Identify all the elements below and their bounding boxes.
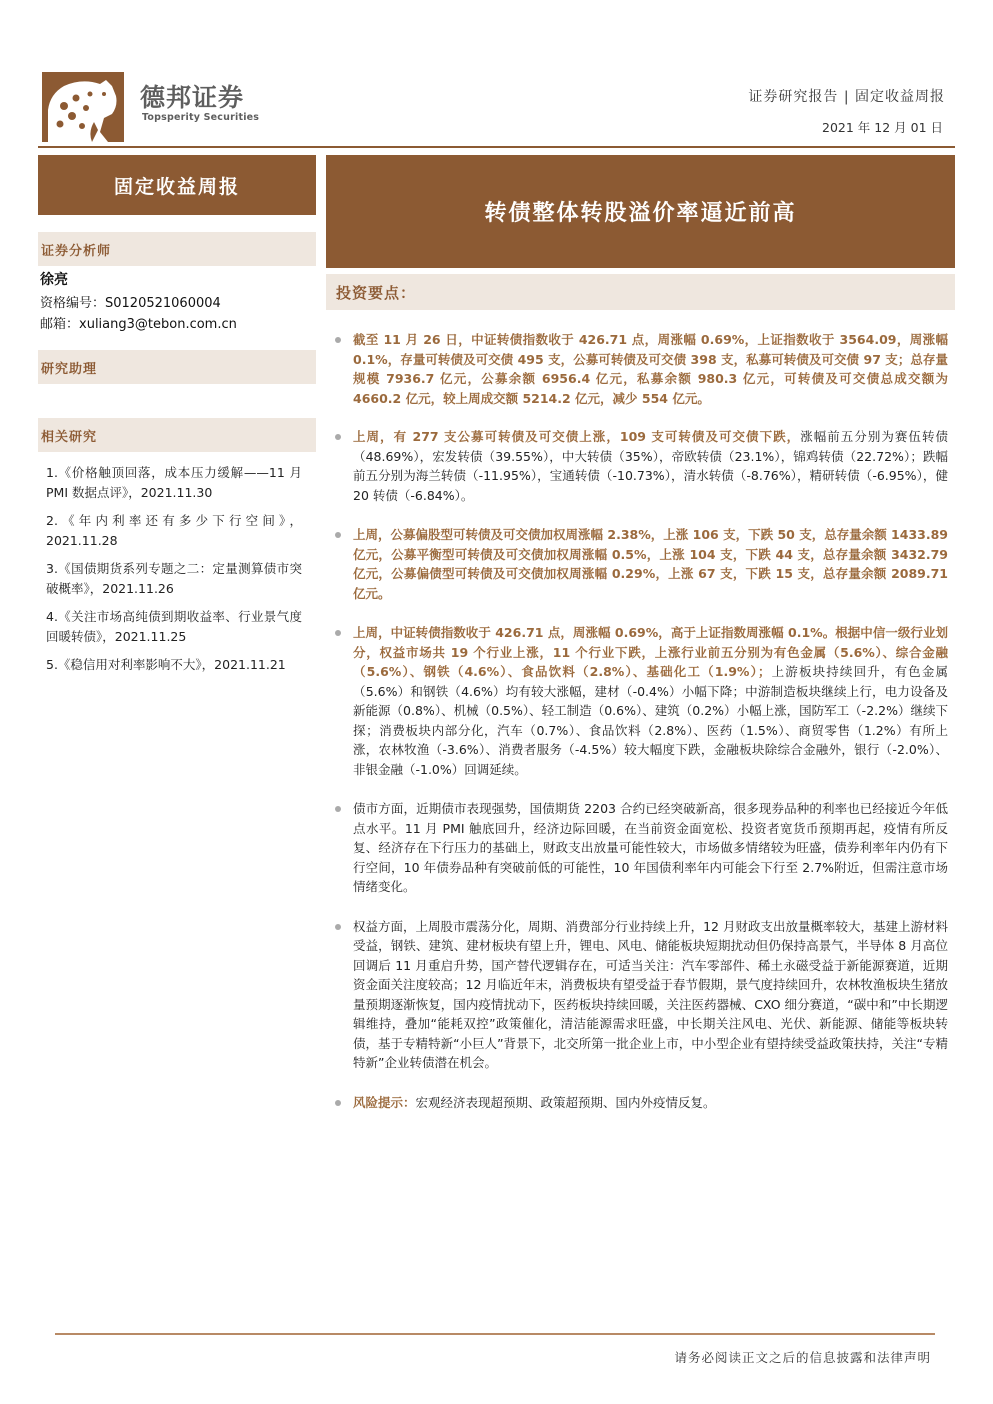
leopard-logo-icon xyxy=(42,72,124,142)
footer-divider xyxy=(55,1333,935,1335)
investment-point-emphasis: 上周，中证转债指数收于 426.71 点，周涨幅 0.69%，高于上证指数周涨幅 0.1%。根据中信一级行业划分，权益市场共 19 个行业上涨，11 个行业下跌，上涨行业前五分别为有色金属（5.6%）、综合金融（5.6%）、钢铁（4.6%）、食品饮料（2.8%）、基础化工（1.9%）； xyxy=(353,625,948,679)
investment-point: 上周，公募偏股型可转债及可交债加权周涨幅 2.38%，上涨 106 支，下跌 50 支，总存量余额 1433.89 亿元，公募平衡型可转债及可交债加权周涨幅 0.5%，上涨 104 支，下跌 44 支，总存量余额 3432.79 亿元，公募偏债型可转债及可交债加权周涨幅 0.29%，上涨 67 支，下跌 15 支，总存量余额 2089.71 亿元。 xyxy=(334,525,948,603)
investment-point-emphasis: 上周，有 277 支公募可转债及可交债上涨，109 支可转债及可交债下跌， xyxy=(353,429,801,444)
brand-name: 德邦证券 xyxy=(140,83,245,112)
investment-point: 债市方面，近期债市表现强势，国债期货 2203 合约已经突破新高，很多现券品种的利率也已经接近今年低点水平。11 月 PMI 触底回升，经济边际回暖，在当前资金面宽松、投资者宽货币预期再起，疫情有所反复、经济存在下行压力的基础上，财政支出放量可能性较大，市场做多情绪较为旺盛，债券利率年内仍有下行空间，10 年债券品种有突破前低的可能性，10 年国债利率年内可能会下行至 2.7%附近，但需注意市场情绪变化。 xyxy=(334,799,948,897)
investment-points-heading: 投资要点： xyxy=(326,274,955,310)
analyst-name: 徐亮 xyxy=(40,272,68,288)
related-research-item[interactable]: 5.《稳信用对利率影响不大》，2021.11.21 xyxy=(46,657,286,672)
analyst-heading: 证券分析师 xyxy=(38,232,316,266)
risk-warning-text: 宏观经济表现超预期、政策超预期、国内外疫情反复。 xyxy=(415,1094,716,1110)
investment-point xyxy=(334,623,948,779)
report-type: 证券研究报告 | 固定收益周报 xyxy=(748,89,945,105)
investment-point: 截至 11 月 26 日，中证转债指数收于 426.71 点，周涨幅 0.69%，上证指数收于 3564.09，周涨幅 0.1%，存量可转债及可交债 495 支，公募可转债及可交债 398 支，私募可转债及可交债 97 支；总存量规模 7936.7 亿元，公募余额 6956.4 亿元，私募余额 980.3 亿元，可转债及可交债总成交额为 4660.2 亿元，较上周成交额 5214.2 亿元，减少 554 亿元。 xyxy=(334,330,948,408)
related-research-item[interactable]: 4.《关注市场高纯债到期收益率、行业景气度回暖转债》，2021.11.25 xyxy=(46,609,302,644)
header-divider xyxy=(38,146,955,148)
risk-warning-label: 风险提示： xyxy=(353,1094,416,1110)
investment-point: 权益方面，上周股市震荡分化，周期、消费部分行业持续上升，12 月财政支出放量概率较大，基建上游材料受益，钢铁、建筑、建材板块有望上升，锂电、风电、储能板块短期扰动但仍保持高景气，半导体 8 月高位回调后 11 月重启升势，国产替代逻辑存在，可适当关注：汽车零部件、稀土永磁受益于新能源赛道，近期资金面关注度较高；12 月临近年末，消费板块有望受益于春节假期，景气度持续回升，农林牧渔板块生猪放量预期逐渐恢复，国内疫情扰动下，医药板块持续回暖，关注医药器械、CXO 细分赛道，“碳中和”中长期逻辑维持，叠加“能耗双控”政策催化，清洁能源需求旺盛，中长期关注风电、光伏、新能源、储能等板块转债，基于专精特新“小巨人”背景下，北交所第一批企业上市，中小型企业有望持续受益政策扶持，关注“专精特新”企业转债潜在机会。 xyxy=(334,917,948,1073)
investment-point-text: 涨幅前五分别为赛伍转债（48.69%），宏发转债（39.55%），中大转债（35%），帝欧转债（23.1%），锦鸡转债（22.72%）；跌幅前五分别为海兰转债（-11.95%），宝通转债（-10.73%），清水转债（-8.76%），精研转债（-6.95%），健 20 转债（-6.84%）。 xyxy=(353,429,948,503)
related-research-heading: 相关研究 xyxy=(38,418,316,452)
investment-point xyxy=(334,427,948,505)
investment-point xyxy=(334,1093,948,1113)
report-category-title: 固定收益周报 xyxy=(38,155,316,215)
investment-points-list xyxy=(334,330,948,1112)
report-main-title: 转债整体转股溢价率逼近前高 xyxy=(326,155,955,268)
license-value: S0120521060004 xyxy=(105,296,221,311)
investment-point-text: 上游板块持续回升，有色金属（5.6%）和钢铁（4.6%）均有较大涨幅，建材（-0.4%）小幅下降；中游制造板块继续上行，电力设备及新能源（0.8%）、机械（0.5%）、轻工制造（0.6%）、建筑（0.2%）小幅上涨，国防军工（-2.2%）继续下探；消费板块内部分化，汽车（0.7%）、食品饮料（2.8%）、医药（1.5%）、商贸零售（1.2%）有所上涨，农林牧渔（-3.6%）、消费者服务（-4.5%）较大幅度下跌，金融板块除综合金融外，银行（-2.0%）、非银金融（-1.0%）回调延续。 xyxy=(353,664,948,777)
related-research-item[interactable]: 1.《价格触顶回落，成本压力缓解——11 月 PMI 数据点评》，2021.11.30 xyxy=(46,465,302,500)
assistant-heading: 研究助理 xyxy=(38,350,316,384)
email-label: 邮箱： xyxy=(40,317,80,332)
footer-disclaimer: 请务必阅读正文之后的信息披露和法律声明 xyxy=(674,1350,931,1365)
related-research-item[interactable]: 3.《国债期货系列专题之二：定量测算债市突破概率》，2021.11.26 xyxy=(46,561,302,596)
related-research-list xyxy=(46,463,302,684)
analyst-email xyxy=(40,313,237,332)
license-label: 资格编号： xyxy=(40,296,106,311)
report-date: 2021 年 12 月 01 日 xyxy=(822,120,943,135)
related-research-item[interactable]: 2.《年内利率还有多少下行空间》，2021.11.28 xyxy=(46,513,302,548)
email-value[interactable]: xuliang3@tebon.com.cn xyxy=(79,317,237,332)
brand-name-en: Topsperity Securities xyxy=(142,112,260,123)
analyst-license xyxy=(40,292,221,311)
